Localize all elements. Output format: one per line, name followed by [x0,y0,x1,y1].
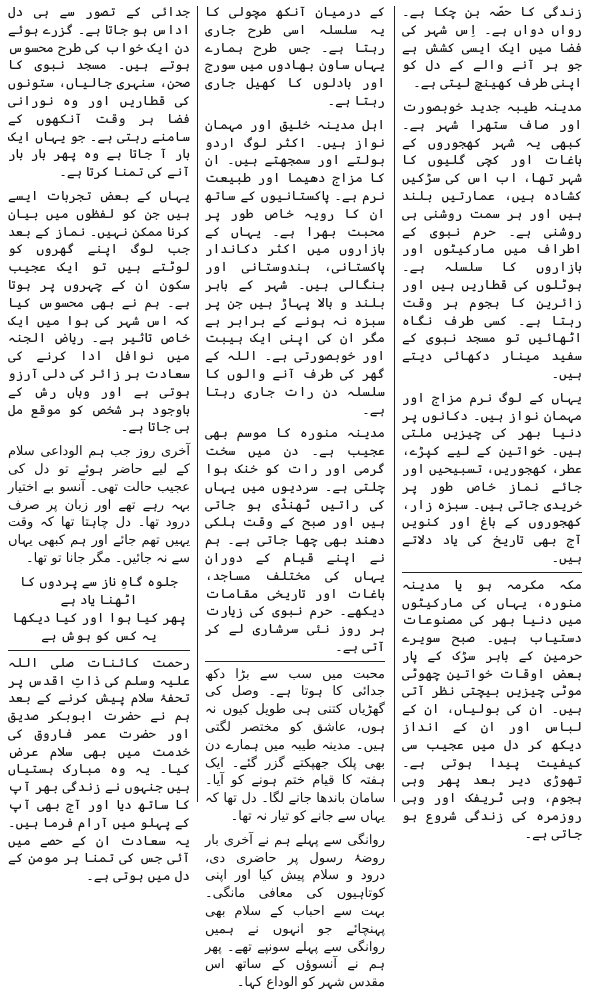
paragraph: زندگی کا حصّہ بن چکا ہے۔ رواں دواں ہے۔ اِس شہر کی فضا میں ایک ایسی کشش ہے جو ہر آنے والے کے دل کو اپنی طرف کھینچ لیتی ہے۔ [402,5,582,92]
section-rule [8,650,190,651]
paragraph: رحمت کائنات صلی اللہ علیہ وسلم کی ذاتِ اقدس پر تحفۂ سلام پیش کرنے کے بعد ہم نے حضرت ابوبکر صدیق اور حضرت عمر فاروق کی خدمت میں بھی سلام عرض کیا۔ یہ وہ مبارک ہستیاں ہیں جنہوں نے زندگی بھر آپ کا ساتھ دیا اور آج بھی آپ کے پہلو میں آرام فرما ہیں۔ یہ سعادت ان کے حصے میں آئی جس کی تمنا ہر مومن کے دل میں ہوتی ہے۔ [8,655,190,885]
poetry-verse [8,574,190,646]
paragraph: یہاں کے لوگ نرم مزاج اور مہمان نواز ہیں۔ دکانوں پر دنیا بھر کی چیزیں ملتی ہیں۔ خواتین کے لیے کپڑے، عطر، کھجوریں، تسبیحیں اور جائے نماز خاص طور پر خریدی جاتی ہیں۔ سبزہ زار، کھجوروں کے باغ اور کنویں آج بھی تاریخ کی یاد دلاتے ہیں۔ [402,390,582,566]
paragraph: کے درمیان آنکھ مچولی کا یہ سلسلہ اسی طرح جاری رہتا ہے۔ جس طرح ہمارے یہاں ساون بھادوں میں سورج اور بادلوں کا کھیل جاری رہتا ہے۔ [205,5,385,109]
column-divider [197,6,198,802]
paragraph: مدینہ طیبہ جدید خوبصورت اور صاف ستھرا شہر ہے۔ کبھی یہ شہر کھجوروں کے باغات اور کچی گلیوں کا شہر تھا، اب اس کی سڑکیں کشادہ ہیں، عمارتیں بلند ہیں اور ہر سمت روشنی ہی روشنی ہے۔ حرم نبوی کے اطراف میں مارکیٹوں اور بازاروں کا سلسلہ ہے۔ ہوٹلوں کی قطاریں ہیں اور زائرین کا ہجوم ہر وقت رہتا ہے۔ کسی طرف نگاہ اٹھائیں تو مسجد نبوی کے سفید مینار دکھائی دیتے ہیں۔ [402,99,582,382]
paragraph: جدائی کے تصور سے ہی دل اداس ہو جاتا ہے۔ گزرے ہوئے دن ایک خواب کی طرح محسوس ہوتے ہیں۔ مسجد نبوی کا صحن، سنہری جالیاں، ستونوں کی قطاریں اور وہ نورانی فضا ہر وقت آنکھوں کے سامنے رہتی ہے۔ جو یہاں ایک بار آ جاتا ہے وہ پھر بار بار آنے کی تمنا کرتا ہے۔ [8,5,190,181]
paragraph: آخری روز جب ہم الوداعی سلام کے لیے حاضر ہوئے تو دل کی عجیب حالت تھی۔ آنسو بے اختیار بہہ رہے تھے اور زبان پر صرف درود تھا۔ دل چاہتا تھا کہ وقت یہیں تھم جائے اور ہم کبھی یہاں سے نہ جائیں۔ مگر جانا تو تھا۔ [8,444,190,566]
paragraph: روانگی سے پہلے ہم نے آخری بار روضۂ رسول پر حاضری دی، درود و سلام پیش کیا اور اپنی کوتاہیوں کی معافی مانگی۔ بہت سے احباب کے سلام بھی پہنچائے جو انہوں نے ہمیں روانگی سے پہلے سونپے تھے۔ پھر ہم نے آنسوؤں کے ساتھ اس مقدس شہر کو الوداع کہا۔ [205,832,385,991]
paragraph: محبت میں سب سے بڑا دکھ جدائی کا ہوتا ہے۔ وصل کی گھڑیاں کتنی ہی طویل کیوں نہ ہوں، عاشق کو مختصر لگتی ہیں۔ مدینہ طیبہ میں ہمارے دن بھی پلک جھپکتے گزر گئے۔ ایک ہفتہ کا قیام ختم ہونے کو آیا۔ سامان باندھا جانے لگا۔ دل تھا کہ یہاں سے جانے کو تیار نہ تھا۔ [205,666,385,825]
section-rule [205,661,385,662]
paragraph: مکہ مکرمہ ہو یا مدینہ منورہ، یہاں کی مارکیٹوں میں دنیا بھر کی مصنوعات دستیاب ہیں۔ صبح سویرے حرمین کے باہر سڑک کے پار بعض اوقات خواتین چھوٹی موٹی چیزیں بیچتی نظر آتی ہیں۔ ان کی بولیاں، ان کے لباس اور ان کے انداز دیکھ کر دل میں عجیب سی کیفیت پیدا ہوتی ہے۔ تھوڑی دیر بعد پھر وہی ہجوم، وہی ٹریفک اور وہی روزمرہ کی زندگی شروع ہو جاتی ہے۔ [402,577,582,842]
paragraph: اہل مدینہ خلیق اور مہمان نواز ہیں۔ اکثر لوگ اردو بولتے اور سمجھتے ہیں۔ ان کا مزاج دھیما اور طبیعت نرم ہے۔ پاکستانیوں کے ساتھ ان کا رویہ خاص طور پر محبت بھرا ہے۔ یہاں کے بازاروں میں اکثر دکاندار پاکستانی، ہندوستانی اور بنگالی ہیں۔ شہر کے باہر بلند و بالا پہاڑ ہیں جن پر سبزہ نہ ہونے کے برابر ہے مگر ان کی اپنی ایک ہیبت اور خوبصورتی ہے۔ اللہ کے گھر کی طرف آنے والوں کا سلسلہ دن رات جاری رہتا ہے۔ [205,117,385,418]
verse-line: پھر کیا ہوا اور کیا دیکھا یہ کس کو ہوش ہے [12,610,186,644]
article-column-middle [205,4,385,991]
section-rule [402,572,582,573]
column-divider [394,6,395,802]
paragraph: یہاں کے بعض تجربات ایسے ہیں جن کو لفظوں میں بیان کرنا ممکن نہیں۔ نماز کے بعد جب لوگ اپنے گھروں کو لوٹتے ہیں تو ایک عجیب سکون ان کے چہروں پر ہوتا ہے۔ ہم نے بھی محسوس کیا کہ اس شہر کی ہوا میں ایک خاص تاثیر ہے۔ ریاض الجنہ میں نوافل ادا کرنے کی سعادت ہر زائر کی دلی آرزو ہوتی ہے اور وہاں رش کے باوجود ہر شخص کو موقع مل ہی جاتا ہے۔ [8,188,190,436]
paragraph: مدینہ منورہ کا موسم بھی عجیب ہے۔ دن میں سخت گرمی اور رات کو خنک ہوا چلتی ہے۔ سردیوں میں یہاں کی راتیں ٹھنڈی ہو جاتی ہیں اور صبح کے وقت ہلکی دھند بھی چھا جاتی ہے۔ ہم نے اپنے قیام کے دوران یہاں کی مختلف مساجد، باغات اور تاریخی مقامات دیکھے۔ حرم نبوی کی زیارت ہر روز نئی سرشاری لے کر آتی ہے۔ [205,426,385,655]
article-column-right [402,4,582,842]
article-column-left [8,4,190,885]
verse-line: جلوہ گاہِ ناز سے پردوں کا اٹھنا یاد ہے [20,574,178,608]
